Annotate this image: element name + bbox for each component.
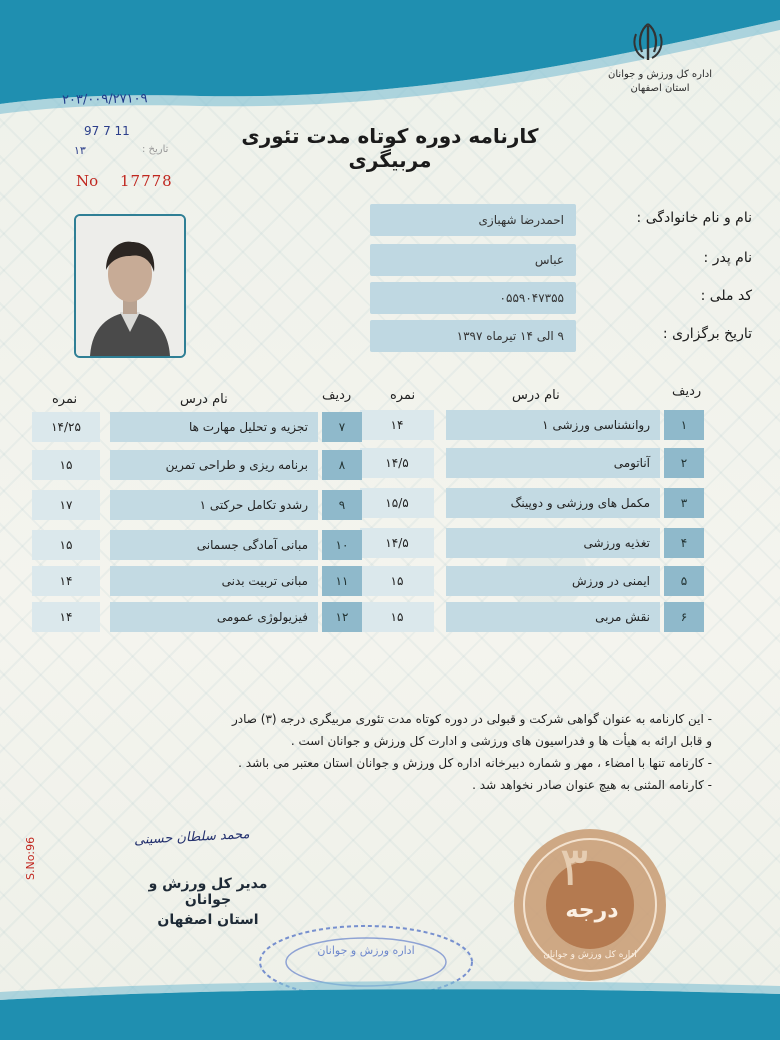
number-label: No xyxy=(76,172,99,190)
certificate-notes xyxy=(36,708,712,796)
course-date-label: تاریخ برگزاری : xyxy=(662,326,752,342)
right-row-score: ۱۴/۵ xyxy=(360,528,434,558)
note-line: و قابل ارائه به هیأت ها و فدراسیون های ورزشی و ادارت کل ورزش و جوانان است . xyxy=(290,734,712,748)
right-row-idx: ۱ xyxy=(664,410,704,440)
right-row-course: مکمل های ورزشی و دوپینگ xyxy=(446,488,660,518)
date-label: تاریخ : xyxy=(142,144,169,155)
right-row-score: ۱۵ xyxy=(360,602,434,632)
left-row-course: مبانی تربیت بدنی xyxy=(110,566,318,596)
right-row-idx: ۴ xyxy=(664,528,704,558)
right-row-course: نقش مربی xyxy=(446,602,660,632)
note-line: - کارنامه المثنی به هیچ عنوان صادر نخواهد شد . xyxy=(472,778,712,792)
seal-ring-text: اداره کل ورزش و جوانان xyxy=(543,950,637,960)
left-row-course: برنامه ریزی و طراحی تمرین xyxy=(110,450,318,480)
left-row-course: تجزیه و تحلیل مهارت ها xyxy=(110,412,318,442)
info-row-father xyxy=(370,244,770,276)
header-row-right: ردیف xyxy=(672,384,702,399)
header-row-left: ردیف xyxy=(322,388,352,403)
left-row-idx: ۷ xyxy=(322,412,362,442)
signer-province: استان اصفهان xyxy=(157,912,259,928)
stamped-serial: ۲۰۳/۰۰۹/۲۷۱۰۹ xyxy=(61,91,148,108)
left-row-idx: ۱۱ xyxy=(322,566,362,596)
left-row-score: ۱۵ xyxy=(32,530,100,560)
right-row-course: تغذیه ورزشی xyxy=(446,528,660,558)
issuing-organization xyxy=(600,68,720,96)
father-name-value: عباس xyxy=(370,244,576,276)
right-row-score: ۱۵/۵ xyxy=(360,488,434,518)
iran-emblem-icon xyxy=(628,20,668,64)
left-row-idx: ۹ xyxy=(322,490,362,520)
header-course-left: نام درس xyxy=(180,392,228,407)
left-row-idx: ۱۲ xyxy=(322,602,362,632)
left-row-course: مبانی آمادگی جسمانی xyxy=(110,530,318,560)
right-row-course: آناتومی xyxy=(446,448,660,478)
right-row-score: ۱۴ xyxy=(360,410,434,440)
stamp-text: اداره ورزش و جوانان xyxy=(317,944,415,957)
info-row-fullname xyxy=(370,204,770,236)
left-row-idx: ۱۰ xyxy=(322,530,362,560)
fullname-label: نام و نام خانوادگی : xyxy=(636,210,752,226)
left-row-idx: ۸ xyxy=(322,450,362,480)
right-row-idx: ۳ xyxy=(664,488,704,518)
right-row-course: ایمنی در ورزش xyxy=(446,566,660,596)
handwritten-signature: محمد سلطان حسینی xyxy=(133,826,250,849)
fullname-value: احمدرضا شهبازی xyxy=(370,204,576,236)
note-line: - این کارنامه به عنوان گواهی شرکت و قبولی در دوره کوتاه مدت تئوری مربیگری درجه (۳) صادر xyxy=(231,712,712,726)
left-row-score: ۱۵ xyxy=(32,450,100,480)
right-row-course: روانشناسی ورزشی ۱ xyxy=(446,410,660,440)
left-row-score: ۱۴ xyxy=(32,602,100,632)
left-row-score: ۱۷ xyxy=(32,490,100,520)
national-id-label: کد ملی : xyxy=(700,288,752,304)
right-row-idx: ۲ xyxy=(664,448,704,478)
org-line-2: استان اصفهان xyxy=(630,83,690,94)
info-row-date xyxy=(370,320,770,352)
national-id-value: ۰۵۵۹۰۴۷۳۵۵ xyxy=(370,282,576,314)
bottom-decorative-band xyxy=(0,970,780,1040)
grade-seal xyxy=(510,825,670,985)
holder-photo xyxy=(74,214,186,358)
left-row-score: ۱۴ xyxy=(32,566,100,596)
org-line-1: اداره کل ورزش و جوانان xyxy=(608,69,712,80)
left-row-score: ۱۴/۲۵ xyxy=(32,412,100,442)
left-row-course: رشدو تکامل حرکتی ۱ xyxy=(110,490,318,520)
header-score-right: نمره xyxy=(390,388,416,403)
serial-sno: S.No:96 xyxy=(24,836,37,880)
handwritten-date-2: ۱۳ xyxy=(74,144,86,157)
seal-grade-digit: ۳ xyxy=(559,835,589,898)
right-row-score: ۱۵ xyxy=(360,566,434,596)
certificate-number: 17778 xyxy=(120,172,173,190)
right-row-idx: ۶ xyxy=(664,602,704,632)
page-title: کارنامه دوره کوتاه مدت تئوری مربیگری xyxy=(241,124,539,172)
signer-title: مدیر کل ورزش و جوانان xyxy=(148,876,268,908)
right-row-score: ۱۴/۵ xyxy=(360,448,434,478)
header-score-left: نمره xyxy=(52,392,78,407)
header-course-right: نام درس xyxy=(512,388,560,403)
left-row-course: فیزیولوژی عمومی xyxy=(110,602,318,632)
father-name-label: نام پدر : xyxy=(703,250,752,266)
handwritten-date: 97 7 11 xyxy=(84,124,130,138)
info-row-national-id xyxy=(370,282,770,314)
note-line: - کارنامه تنها با امضاء ، مهر و شماره دبیرخانه اداره کل ورزش و جوانان استان معتبر می باشد . xyxy=(238,756,712,770)
right-row-idx: ۵ xyxy=(664,566,704,596)
course-date-value: ۹ الی ۱۴ تیرماه ۱۳۹۷ xyxy=(370,320,576,352)
seal-grade-label: درجه xyxy=(565,898,619,923)
